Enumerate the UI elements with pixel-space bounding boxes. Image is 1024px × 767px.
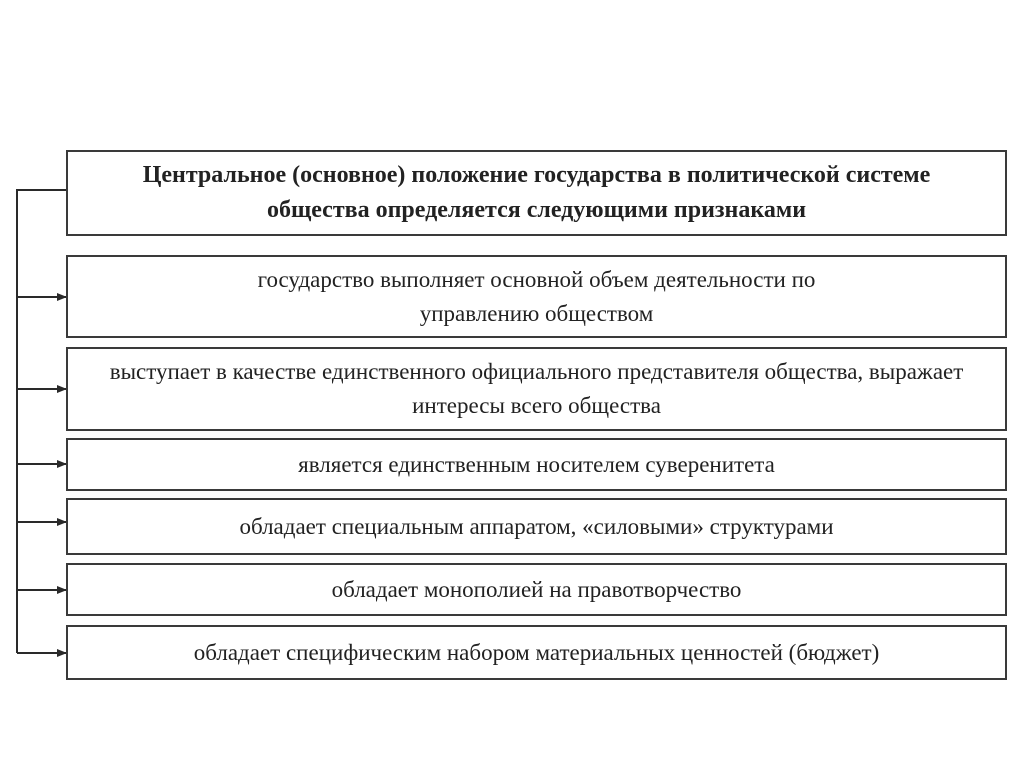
feature-box-1 [66,255,1007,338]
feature-text-5: обладает монополией на правотворчество [331,576,742,602]
feature-box-5 [66,563,1007,616]
feature-text-6: обладает специфическим набором материальных ценностей (бюджет) [193,639,880,665]
feature-text-1: государство выполняет основной объем деятельности по управлению обществом [257,266,816,326]
feature-box-2 [66,347,1007,431]
header-text: Центральное (основное) положение государства в политической системе общества определяется следующими признаками [142,162,931,223]
feature-box-3 [66,438,1007,491]
feature-text-3: является единственным носителем суверенитета [298,451,775,477]
feature-text-4: обладает специальным аппаратом, «силовыми» структурами [239,513,834,539]
header-box [66,150,1007,236]
feature-box-6 [66,625,1007,680]
feature-box-4 [66,498,1007,555]
feature-text-2: выступает в качестве единственного официального представителя общества, выражает интересы всего общества [109,359,964,418]
